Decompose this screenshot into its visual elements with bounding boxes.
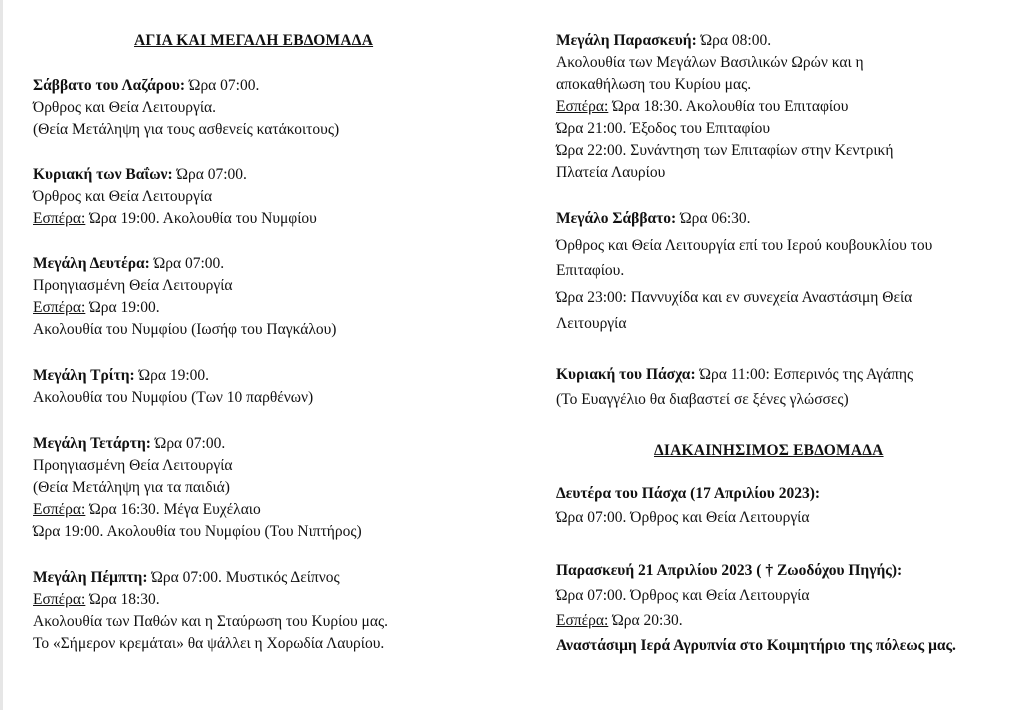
bright-week-title: ΔΙΑΚΑΙΝΗΣΙΜΟΣ ΕΒΔΟΜΑΔΑ [654, 442, 884, 459]
monday-evening: Εσπέρα: [33, 299, 86, 316]
saturday-line-2: Επιταφίου. [556, 262, 625, 279]
palm-line-1: Όρθρος και Θεία Λειτουργία [33, 188, 213, 205]
wednesday-line-2: (Θεία Μετάληψη για τα παιδιά) [33, 479, 230, 496]
saturday-day: Μεγάλο Σάββατο: [556, 210, 677, 227]
wednesday-line-1: Προηγιασμένη Θεία Λειτουργία [33, 457, 233, 474]
palm-day: Κυριακή των Βαΐων: [33, 166, 173, 183]
monday-line-3: Ακολουθία του Νυμφίου (Ιωσήφ του Παγκάλου) [33, 321, 337, 338]
wednesday-line-3 [33, 500, 261, 520]
wednesday-evening-text: Ώρα 16:30. Μέγα Ευχέλαιο [85, 501, 261, 518]
zoodochos-evening-text: Ώρα 20:30. [608, 612, 683, 629]
friday-heading [556, 31, 771, 51]
saturday-line-3: Ώρα 23:00: Παννυχίδα και εν συνεχεία Αναστάσιμη Θεία [556, 289, 913, 306]
page-edge [0, 0, 3, 710]
wednesday-day: Μεγάλη Τετάρτη: [33, 435, 151, 452]
tuesday-time: Ώρα 19:00. [134, 367, 210, 384]
saturday-line-1: Όρθρος και Θεία Λειτουργία επί του Ιερού κουβουκλίου του [556, 237, 933, 254]
tuesday-line-1: Ακολουθία του Νυμφίου (Των 10 παρθένων) [33, 389, 314, 406]
zoodochos-heading [556, 561, 902, 581]
friday-line-5: Ώρα 22:00. Συνάντηση των Επιταφίων στην Κεντρική [556, 142, 894, 159]
palm-heading [33, 165, 247, 185]
wednesday-time: Ώρα 07:00. [150, 435, 226, 452]
zoodochos-line-1: Ώρα 07:00. Όρθρος και Θεία Λειτουργία [556, 587, 810, 604]
lazarus-heading [33, 76, 259, 96]
zoodochos-day: Παρασκευή 21 Απριλίου 2023 ( † Ζωοδόχου Πηγής): [556, 562, 903, 579]
friday-day: Μεγάλη Παρασκευή: [556, 32, 697, 49]
saturday-heading [556, 209, 751, 229]
saturday-line-4: Λειτουργία [556, 315, 627, 332]
friday-line-6: Πλατεία Λαυρίου [556, 164, 666, 181]
thursday-evening: Εσπέρα: [33, 591, 86, 608]
thursday-line-2: Ακολουθία των Παθών και η Σταύρωση του Κυρίου μας. [33, 613, 388, 630]
thursday-time: Ώρα 07:00. Μυστικός Δείπνος [147, 569, 340, 586]
palm-time: Ώρα 07:00. [172, 166, 247, 183]
zoodochos-evening: Εσπέρα: [556, 612, 609, 629]
zoodochos-line-3: Αναστάσιμη Ιερά Αγρυπνία στο Κοιμητήριο της πόλεως μας. [556, 637, 956, 654]
saturday-time: Ώρα 06:30. [676, 210, 751, 227]
easter-monday-line-1: Ώρα 07:00. Όρθρος και Θεία Λειτουργία [556, 509, 810, 526]
friday-evening: Εσπέρα: [556, 98, 609, 115]
wednesday-heading [33, 434, 225, 454]
thursday-evening-text: Ώρα 18:30. [85, 591, 160, 608]
monday-day: Μεγάλη Δευτέρα: [33, 255, 150, 272]
lazarus-time: Ώρα 07:00. [185, 77, 260, 94]
thursday-line-1 [33, 590, 160, 610]
lazarus-day: Σάββατο του Λαζάρου: [33, 77, 186, 94]
palm-line-2 [33, 209, 317, 229]
wednesday-line-4: Ώρα 19:00. Ακολουθία του Νυμφίου (Του Νιπτήρος) [33, 523, 362, 540]
thursday-line-3: Το «Σήμερον κρεμάται» θα ψάλλει η Χορωδία Λαυρίου. [33, 635, 385, 652]
easter-monday-day: Δευτέρα του Πάσχα (17 Απριλίου 2023): [556, 485, 821, 502]
friday-line-2: αποκαθήλωση του Κυρίου μας. [556, 76, 752, 93]
easter-time: Ώρα 11:00: Εσπερινός της Αγάπης [695, 366, 914, 383]
monday-line-2 [33, 298, 160, 318]
monday-heading [33, 254, 224, 274]
friday-evening-text: Ώρα 18:30. Ακολουθία του Επιταφίου [608, 98, 849, 115]
friday-line-3 [556, 97, 848, 117]
friday-time: Ώρα 08:00. [696, 32, 772, 49]
tuesday-day: Μεγάλη Τρίτη: [33, 367, 135, 384]
wednesday-evening: Εσπέρα: [33, 501, 86, 518]
monday-line-1: Προηγιασμένη Θεία Λειτουργία [33, 277, 233, 294]
palm-evening-text: Ώρα 19:00. Ακολουθία του Νυμφίου [85, 210, 317, 227]
thursday-day: Μεγάλη Πέμπτη: [33, 569, 148, 586]
zoodochos-line-2 [556, 611, 683, 631]
lazarus-line-1: Όρθρος και Θεία Λειτουργία. [33, 99, 217, 116]
holy-week-title: ΑΓΙΑ ΚΑΙ ΜΕΓΑΛΗ ΕΒΔΟΜΑΔΑ [134, 32, 374, 49]
friday-line-4: Ώρα 21:00. Έξοδος του Επιταφίου [556, 120, 771, 137]
thursday-heading [33, 568, 340, 588]
easter-day: Κυριακή του Πάσχα: [556, 366, 696, 383]
tuesday-heading [33, 366, 209, 386]
easter-heading [556, 365, 913, 385]
lazarus-line-2: (Θεία Μετάληψη για τους ασθενείς κατάκοιτους) [33, 121, 340, 138]
friday-line-1: Ακολουθία των Μεγάλων Βασιλικών Ωρών και η [556, 54, 864, 71]
monday-time: Ώρα 07:00. [149, 255, 225, 272]
easter-monday-heading [556, 484, 820, 504]
monday-evening-text: Ώρα 19:00. [85, 299, 160, 316]
easter-line-1: (Το Ευαγγέλιο θα διαβαστεί σε ξένες γλώσσες) [556, 391, 849, 408]
palm-evening: Εσπέρα: [33, 210, 86, 227]
